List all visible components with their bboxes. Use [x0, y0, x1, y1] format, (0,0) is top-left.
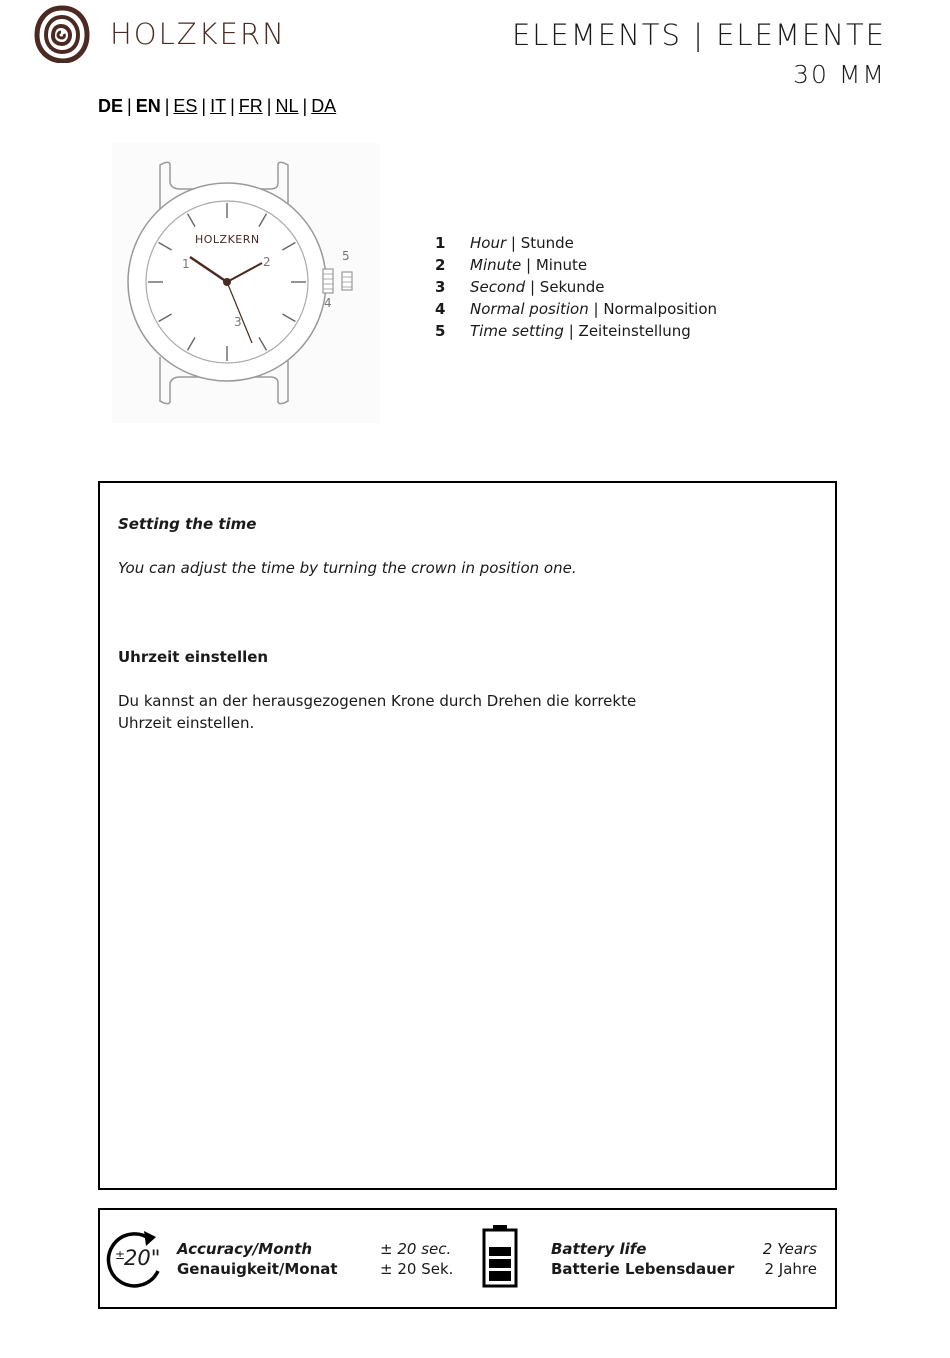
watch-label-3: 3: [234, 315, 242, 329]
dial-brand: HOLZKERN: [195, 233, 260, 246]
accuracy-value-de: ± 20 Sek.: [380, 1260, 454, 1278]
brand-logo: [34, 4, 294, 64]
legend-label-en: Time setting: [470, 322, 564, 340]
legend-number: 3: [435, 278, 446, 296]
legend-label-en: Normal position: [470, 300, 589, 318]
instructions-text-de-line1: Du kannst an der herausgezogenen Krone durch Drehen die korrekte: [118, 692, 637, 710]
legend-separator: |: [506, 234, 521, 252]
instructions-text-de-line2: Uhrzeit einstellen.: [118, 714, 255, 732]
legend-item: [435, 254, 717, 276]
legend-separator: |: [525, 278, 540, 296]
instructions-box: [98, 481, 837, 1190]
lang-da[interactable]: DA: [311, 96, 337, 116]
lang-en[interactable]: EN: [135, 96, 161, 116]
lang-es[interactable]: ES: [173, 96, 198, 116]
legend-label-en: Minute: [470, 256, 522, 274]
instructions-heading-de: Uhrzeit einstellen: [118, 648, 269, 666]
legend-label-de: Stunde: [520, 234, 574, 252]
brand-name: HOLZKERN: [110, 17, 286, 51]
lang-separator: |: [266, 96, 272, 116]
battery-label-en: Battery life: [551, 1240, 647, 1258]
lang-fr[interactable]: FR: [238, 96, 263, 116]
legend-item: [435, 232, 717, 254]
language-selector: [98, 96, 336, 117]
legend-number: 4: [435, 300, 446, 318]
lang-nl[interactable]: NL: [275, 96, 299, 116]
lang-separator: |: [201, 96, 207, 116]
lang-separator: |: [230, 96, 235, 116]
accuracy-label-de: Genauigkeit/Monat: [177, 1260, 338, 1278]
holzkern-logo-icon: [34, 5, 90, 63]
legend-number: 5: [435, 322, 446, 340]
instructions-text-en: You can adjust the time by turning the crown in position one.: [118, 559, 577, 577]
legend-item: [435, 276, 717, 298]
legend-separator: |: [521, 256, 536, 274]
lang-it[interactable]: IT: [210, 96, 227, 116]
instructions-heading-en: Setting the time: [118, 515, 257, 533]
watch-label-2: 2: [263, 255, 271, 269]
page-title-block: [512, 18, 886, 89]
legend-label-de: Normalposition: [603, 300, 717, 318]
accuracy-icon: [106, 1227, 166, 1289]
battery-icon: [480, 1223, 520, 1289]
legend-item: [435, 298, 717, 320]
watch-illustration: [112, 143, 380, 423]
legend-label-en: Second: [470, 278, 526, 296]
battery-label-de: Batterie Lebensdauer: [551, 1260, 735, 1278]
battery-value-de: 2 Jahre: [764, 1260, 817, 1278]
watch-diagram: [112, 143, 380, 423]
legend-separator: |: [563, 322, 579, 340]
battery-full-icon: [480, 1223, 520, 1289]
lang-separator: |: [127, 96, 132, 116]
legend-label-de: Zeiteinstellung: [578, 322, 691, 340]
elements-legend: [435, 232, 717, 342]
legend-label-de: Minute: [535, 256, 588, 274]
watch-label-1: 1: [182, 257, 190, 271]
legend-label-de: Sekunde: [539, 278, 605, 296]
lang-separator: |: [302, 96, 308, 116]
lang-separator: |: [164, 96, 170, 116]
accuracy-label-en: Accuracy/Month: [177, 1240, 313, 1258]
case-size: 30 MM: [793, 60, 886, 89]
accuracy-value-en: ± 20 sec.: [380, 1240, 452, 1258]
page-title: ELEMENTS | ELEMENTE: [511, 18, 886, 52]
specs-footer: [98, 1208, 837, 1309]
accuracy-icon-sign: ±: [115, 1248, 126, 1262]
legend-item: [435, 320, 717, 342]
legend-separator: |: [588, 300, 604, 318]
battery-value-en: 2 Years: [762, 1240, 817, 1258]
accuracy-icon-text: 20": [124, 1246, 161, 1270]
lang-de[interactable]: DE: [98, 96, 124, 116]
watch-label-5: 5: [342, 249, 350, 263]
watch-label-4: 4: [324, 296, 332, 310]
legend-number: 1: [435, 234, 446, 252]
legend-number: 2: [435, 256, 446, 274]
legend-label-en: Hour: [470, 234, 507, 252]
